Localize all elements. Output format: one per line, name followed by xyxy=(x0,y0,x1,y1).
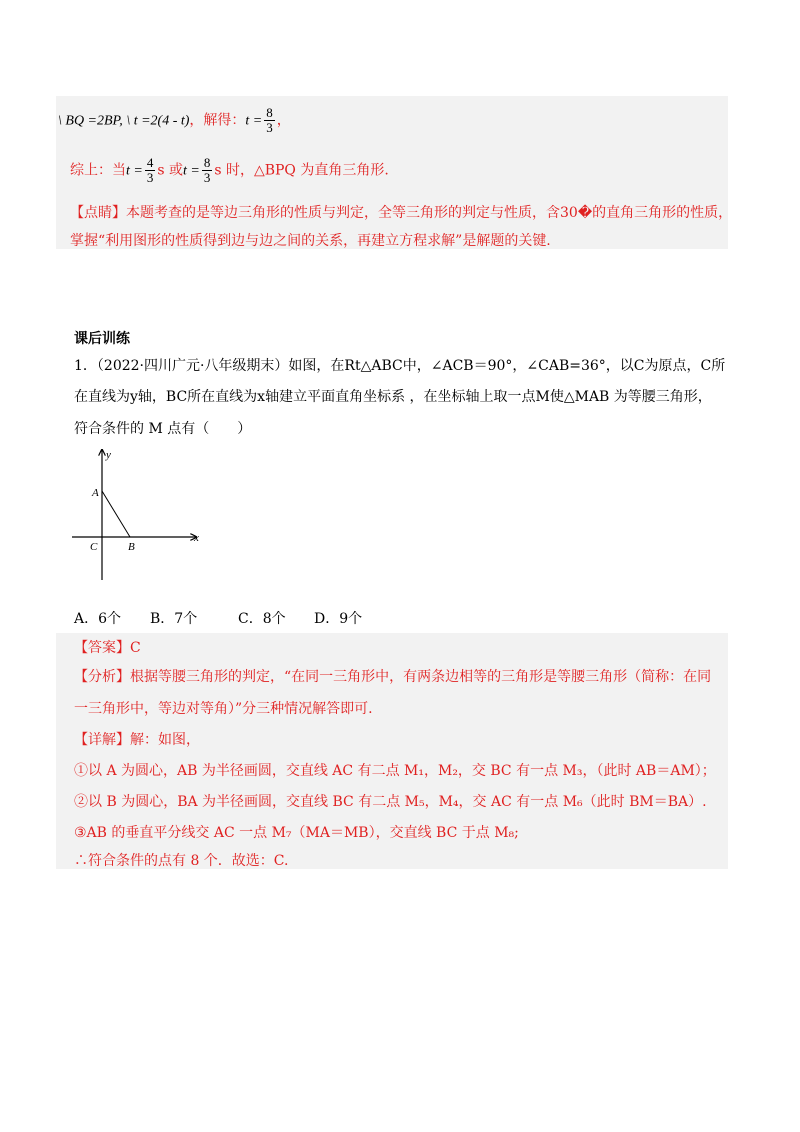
option-a: A．6个 xyxy=(74,611,122,627)
coordinate-figure xyxy=(70,446,210,586)
answer-label: 【答案】 xyxy=(74,640,130,656)
analysis-line-1: 【分析】根据等腰三角形的判定，“在同一三角形中，有两条边相等的三角形是等腰三角形（简称：在同 xyxy=(74,669,712,685)
summary-line: 综上：当t = $\frac{4}{3}$ s 或t = $\frac{8}{3}$ s 时，△BPQ 为直角三角形. xyxy=(70,155,389,185)
comment-line-2: 掌握“利用图形的性质得到边与边之间的关系，再建立方程求解”是解题的关键. xyxy=(70,233,551,249)
point-a-label: A xyxy=(92,487,99,499)
point-c-label: C xyxy=(90,541,98,553)
answer-value: C xyxy=(130,640,141,656)
equation-t: t =2(4 - t) xyxy=(133,113,190,129)
question-line-1: 1．（2022·四川广元·八年级期末）如图，在Rt△ABC中，∠ACB＝90°，∠CAB=36°，以C为原点，C所 xyxy=(74,358,726,374)
segment-ab xyxy=(102,491,130,537)
option-c: C．8个 xyxy=(238,611,286,627)
x-axis-label: x xyxy=(194,532,199,544)
detail-line-4: ∴符合条件的点有 8 个．故选：C. xyxy=(74,853,289,869)
question-line-3: 符合条件的 M 点有（ ） xyxy=(74,421,252,437)
detail-line-3: ③AB 的垂直平分线交 AC 一点 M₇（MA＝MB），交直线 BC 于点 M₈; xyxy=(74,825,519,841)
options-row xyxy=(74,610,363,628)
fraction-4-3: $\frac{4}{3}$ xyxy=(146,155,154,185)
equation-bq: BQ =2BP, xyxy=(65,113,123,129)
fraction-8-3-b: $\frac{8}{3}$ xyxy=(203,155,211,185)
comment-line-1: 【点睛】本题考查的是等边三角形的性质与判定，全等三角形的判定与性质，含30�的直角三角形的性质， xyxy=(70,205,733,221)
option-d: D．9个 xyxy=(314,611,363,627)
detail-line-2: ②以 B 为圆心，BA 为半径画圆，交直线 BC 有二点 M₅，M₄，交 AC 有一点 M₆（此时 BM＝BA）. xyxy=(74,794,707,810)
option-b: B．7个 xyxy=(150,611,198,627)
section-title: 课后训练 xyxy=(74,331,130,347)
question-line-2: 在直线为y轴，BC所在直线为x轴建立平面直角坐标系 ，在坐标轴上取一点M使△MAB 为等腰三角形， xyxy=(74,389,712,405)
fraction-8-3: $\frac{8}{3}$ xyxy=(266,105,273,135)
detail-line-1: ①以 A 为圆心，AB 为半径画圆，交直线 AC 有二点 M₁，M₂，交 BC 有一点 M₃，（此时 AB＝AM）； xyxy=(74,763,716,779)
analysis-label: 【分析】 xyxy=(74,669,130,685)
y-axis-label: y xyxy=(106,449,111,461)
answer-line xyxy=(74,639,141,657)
comment-label: 【点睛】 xyxy=(70,205,126,221)
detail-label: 【详解】 xyxy=(74,732,130,748)
solution-line-1: \ BQ =2BP, \ t =2(4 - t)，解得：t = $\frac{8}{3}$ ， xyxy=(58,105,291,135)
detail-intro-line: 【详解】解：如图， xyxy=(74,732,200,748)
analysis-line-2: 一三角形中，等边对等角）”分三种情况解答即可. xyxy=(74,701,373,717)
point-b-label: B xyxy=(128,541,135,553)
